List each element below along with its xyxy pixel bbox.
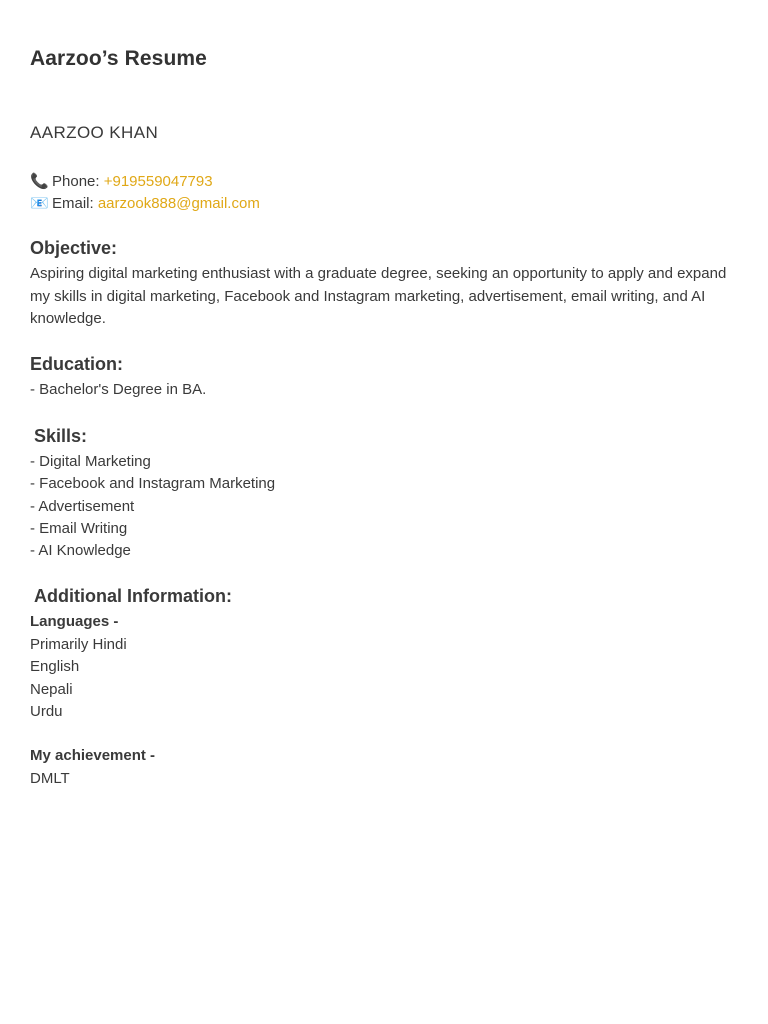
list-item: Primarily Hindi [30,636,127,653]
list-item: - AI Knowledge [30,542,131,560]
objective-heading: Objective: [30,238,118,258]
candidate-name: AARZOO KHAN [30,123,159,142]
phone-label: Phone: [52,173,104,190]
list-item: - Digital Marketing [30,453,151,470]
email-row [30,193,260,215]
skills-heading: Skills: [34,426,88,446]
achievements-list [30,768,70,790]
education-list [30,379,206,401]
email-label: Email: [52,195,98,212]
additional-info-heading: Additional Information: [34,586,232,606]
phone-link[interactable]: +919559047793 [103,173,213,190]
list-item: - Email Writing [30,519,128,537]
list-item: - Facebook and Instagram Marketing [30,475,276,493]
objective-text: Aspiring digital marketing enthusiast with a graduate degree, seeking an opportunity to apply and expand my skills in digital marketing, Facebook and Instagram marketing, advertisement, email writing, and AI knowledge. [30,265,727,327]
languages-list [30,634,127,723]
list-item: DMLT [30,770,70,787]
list-item: - Bachelor's Degree in BA. [30,381,207,398]
document-title: Aarzoo’s Resume [30,47,207,70]
list-item: Nepali [30,680,73,698]
contact-block [30,171,260,215]
email-link[interactable]: aarzook888@gmail.com [97,195,260,212]
list-item: - Advertisement [30,497,135,515]
languages-label: Languages - [30,613,119,630]
skills-list [30,451,275,562]
list-item: English [30,658,80,676]
phone-icon: 📞 [30,173,49,190]
email-icon: 📧 [30,195,49,212]
education-heading: Education: [30,354,123,374]
achievement-label: My achievement - [30,747,156,764]
list-item: Urdu [30,702,63,720]
phone-row [30,171,260,193]
